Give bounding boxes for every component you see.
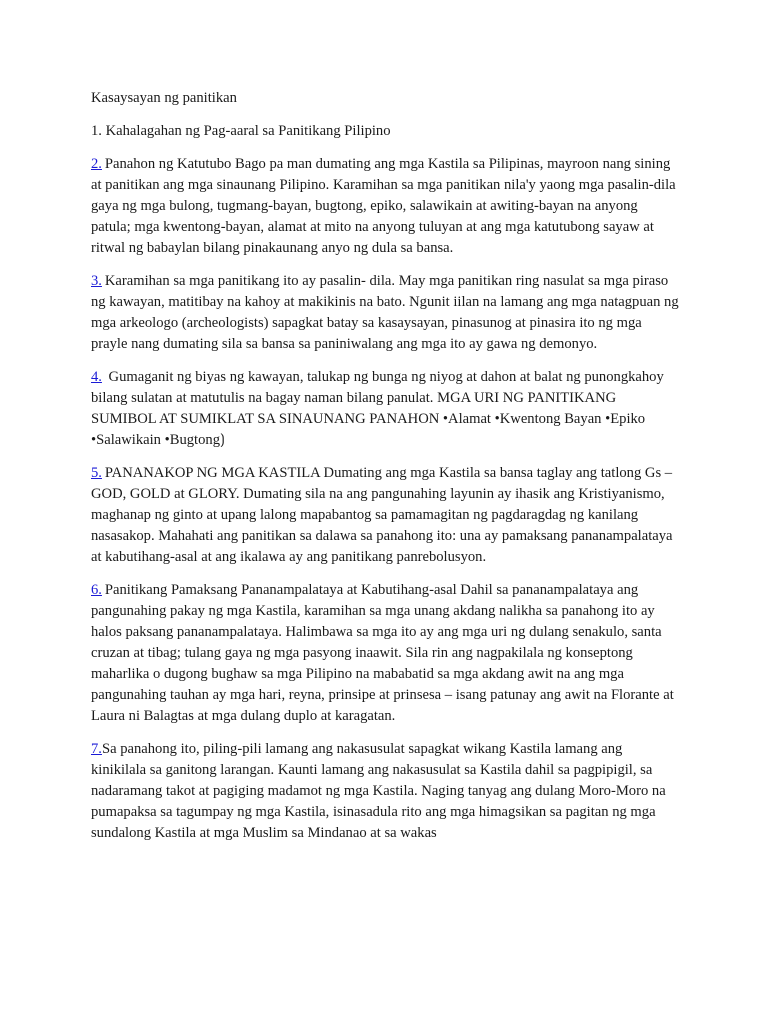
paragraph-2 [91,154,681,259]
paragraph-3-text: Karamihan sa mga panitikang ito ay pasalin- dila. May mga panitikan ring nasulat sa mga piraso ng kawayan, matitibay na kahoy at makikinis na bato. Ngunit iilan na lamang ang mga natagpuan ng mga arkeologo (archeologists) sapagkat batay sa kasaysayan, pinasunog at pinasira ito ng mga prayle nang dumating sila sa bansa sa paniniwalang ang mga ito ay gawa ng demonyo. [91,273,679,352]
paragraph-4 [91,367,681,451]
paragraph-3-number-link[interactable]: 3. [91,273,102,289]
paragraph-7-number-link[interactable]: 7. [91,741,102,757]
paragraph-6-text: Panitikang Pamaksang Pananampalataya at Kabutihang-asal Dahil sa pananampalataya ang pangunahing pakay ng mga Kastila, karamihan sa mga unang akdang nalikha sa panahong ito ay halos paksang pananampalataya. Halimbawa sa mga ito ay ang mga uri ng dulang senakulo, santa cruzan at tibag; tulang gaya ng mga pasyong inaawit. Sila rin ang nagpakilala ng konseptong maharlika o dugong bughaw sa mga Pilipino na mababatid sa mga akdang awit na ang mga pangunahing tauhan ay mga hari, reyna, prinsipe at prinsesa – isang patunay ang awit na Florante at Laura ni Balagtas at mga dulang duplo at karagatan. [91,582,674,724]
paragraph-5-number-link[interactable]: 5. [91,465,102,481]
paragraph-2-number-link[interactable]: 2. [91,156,102,172]
paragraph-1-text: Kahalagahan ng Pag-aaral sa Panitikang Pilipino [105,123,391,139]
paragraph-5 [91,463,681,568]
paragraph-2-text: Panahon ng Katutubo Bago pa man dumating ang mga Kastila sa Pilipinas, mayroon nang sining at panitikan ang mga sinaunang Pilipino. Karamihan sa mga panitikan nila'y yaong mga pasalin-dila gaya ng mga bulong, tugmang-bayan, bugtong, epiko, salawikain at awiting-bayan na anyong patula; mga kwentong-bayan, alamat at mito na anyong tuluyan at ang mga katutubong sayaw at ritwal ng babaylan bilang pinakaunang anyo ng dula sa bansa. [91,156,676,256]
document-page [91,88,681,856]
paragraph-6-number-link[interactable]: 6. [91,582,102,598]
paragraph-7-text: Sa panahong ito, piling-pili lamang ang nakasusulat sapagkat wikang Kastila lamang ang kinikilala sa ganitong larangan. Kaunti lamang ang nakasusulat sa Kastila dahil sa pagpipigil, sa nadaramang takot at pagiging madamot ng mga Kastila. Naging tanyag ang dulang Moro-Moro na pumapaksa sa tagumpay ng mga Kastila, isinasadula rito ang mga himagsikan sa pagitan ng mga sundalong Kastila at mga Muslim sa Mindanao at sa wakas [91,741,666,841]
paragraph-7 [91,739,681,844]
paragraph-4-number-link[interactable]: 4. [91,369,102,385]
paragraph-3 [91,271,681,355]
paragraph-1 [91,121,681,142]
paragraph-4-text: Gumaganit ng biyas ng kawayan, talukap ng bunga ng niyog at dahon at balat ng punongkahoy bilang sulatan at matutulis na bagay naman bilang panulat. MGA URI NG PANITIKANG SUMIBOL AT SUMIKLAT SA SINAUNANG PANAHON •Alamat •Kwentong Bayan •Epiko •Salawikain •Bugtong⟯ [91,369,664,448]
document-title: Kasaysayan ng panitikan [91,90,237,106]
paragraph-6 [91,580,681,727]
paragraph-5-text: PANANAKOP NG MGA KASTILA Dumating ang mga Kastila sa bansa taglay ang tatlong Gs – GOD, GOLD at GLORY. Dumating sila na ang pangunahing layunin ay ihasik ang Kristiyanismo, maghanap ng ginto at upang lalong mapabantog sa pamamagitan ng pagdaragdag ng kanilang nasasakop. Mahahati ang panitikan sa dalawa sa panahong ito: una ay pamaksang pananampalataya at kabutihang-asal at ang ikalawa ay ang panitikang panrebolusyon. [91,465,673,565]
paragraph-1-number: 1. [91,123,102,139]
